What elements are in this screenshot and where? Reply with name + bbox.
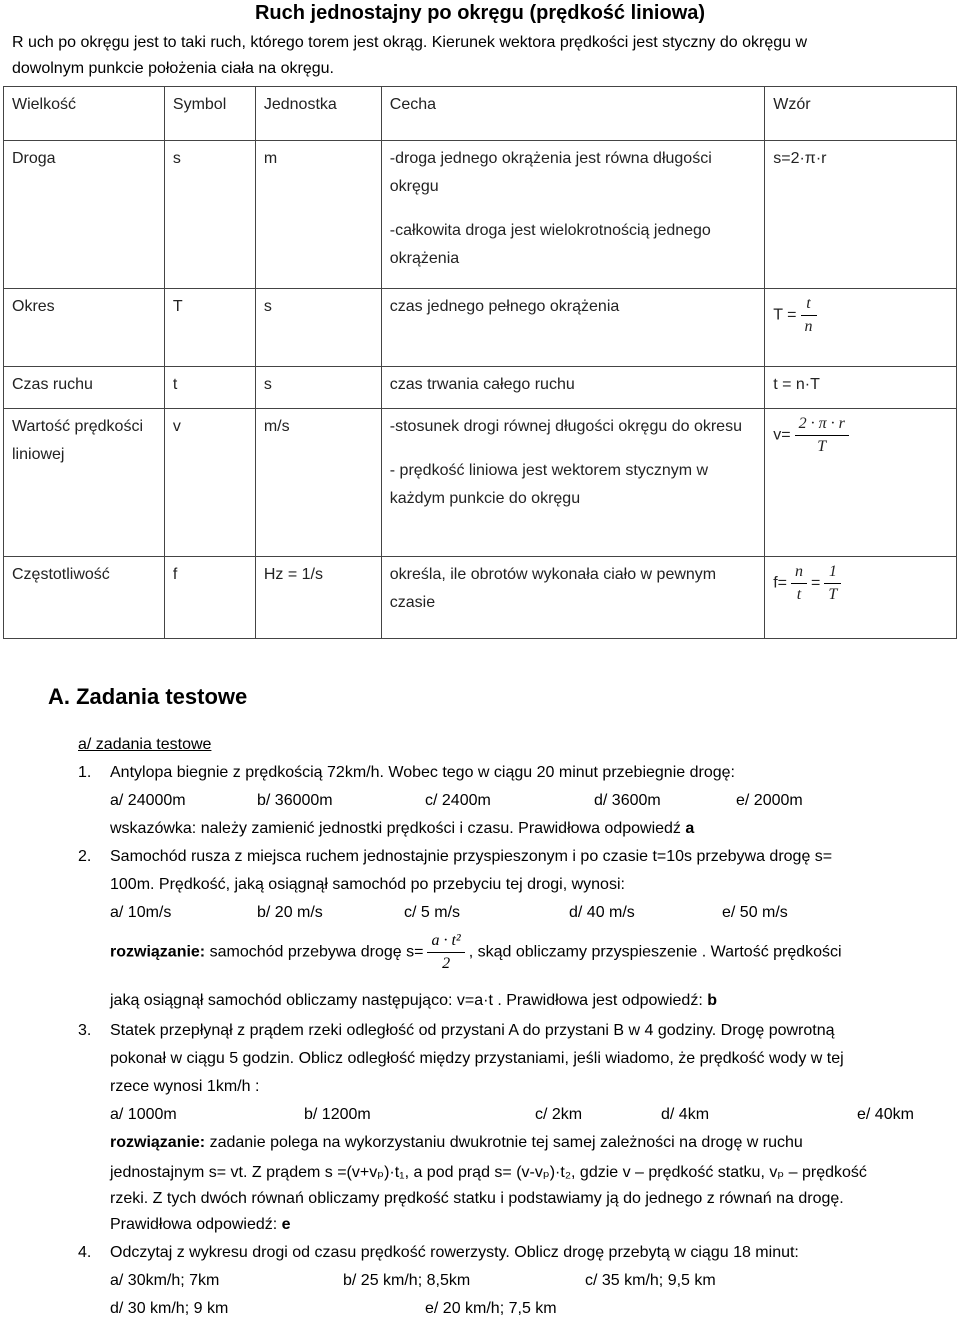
solution-line: rzeki. Z tych dwóch równań obliczamy prędkość statku i podstawiamy ją do jednego z równań na drogę. (110, 1190, 844, 1207)
header-cell: Cecha (381, 87, 764, 141)
solution-text: zadanie polega na wykorzystaniu dwukrotnie tej samej zależności na drogę w ruchu (205, 1134, 803, 1151)
quantity-symbol: v (164, 409, 255, 557)
question-text: Antylopa biegnie z prędkością 72km/h. Wobec tego w ciągu 20 minut przebiegnie drogę: (110, 764, 735, 781)
quantity-features: czas trwania całego ruchu (381, 367, 764, 409)
quantity-formula: s=2·π·r (765, 141, 957, 289)
quantity-features: czas jednego pełnego okrążenia (381, 289, 764, 367)
hint-text: wskazówka: należy zamienić jednostki prędkości i czasu. Prawidłowa odpowiedź (110, 820, 686, 837)
fraction-denominator: T (828, 586, 838, 603)
option: b/ 25 km/h; 8,5km (343, 1272, 471, 1289)
option: a/ 30km/h; 7km (110, 1272, 220, 1289)
quantity-features: określa, ile obrotów wykonała ciało w pewnym czasie (381, 557, 764, 639)
fraction-denominator: t (796, 586, 802, 603)
answer-letter: a (685, 820, 695, 837)
header-cell: Symbol (164, 87, 255, 141)
question-text: Odczytaj z wykresu drogi od czasu prędkość rowerzysty. Oblicz drogę przebytą w ciągu 18 minut: (110, 1244, 799, 1261)
fraction-denominator: n (804, 318, 813, 335)
option: c/ 2400m (425, 792, 491, 809)
fraction-numerator: n (791, 561, 807, 584)
solution-line (110, 930, 842, 975)
option: c/ 5 m/s (404, 904, 461, 921)
header-cell: Jednostka (255, 87, 381, 141)
question-text: pokonał w ciągu 5 godzin. Oblicz odległość między przystaniami, jeśli wiadomo, że prędkość wody w tej (110, 1050, 844, 1067)
option: d/ 40 m/s (569, 904, 635, 921)
formula-prefix: T = (773, 306, 797, 324)
option: d/ 3600m (594, 792, 661, 809)
quantity-features (381, 409, 764, 557)
quantity-formula: t = n·T (765, 367, 957, 409)
answer-letter: e (281, 1216, 291, 1233)
option: e/ 50 m/s (722, 904, 788, 921)
fraction-numerator: 1 (824, 561, 841, 584)
quantity-symbol: t (164, 367, 255, 409)
feature-text: -całkowita droga jest wielokrotnością jednego okrążenia (389, 222, 711, 267)
table-row (4, 141, 957, 289)
solution-line (110, 1134, 803, 1152)
fraction (824, 561, 841, 606)
question-text: rzece wynosi 1km/h : (110, 1078, 260, 1095)
fraction-denominator: T (817, 438, 827, 455)
quantity-formula (765, 409, 957, 557)
question-number: 4. (78, 1244, 92, 1261)
fraction (795, 413, 849, 458)
quantity-name: Częstotliwość (4, 557, 165, 639)
question-number: 3. (78, 1022, 92, 1039)
option: a/ 1000m (110, 1106, 177, 1123)
question-text: Statek przepłynął z prądem rzeki odległość od przystani A do przystani B w 4 godziny. Drogę powrotną (110, 1022, 835, 1039)
formula-equals: = (811, 574, 821, 592)
intro-line-1: R uch po okręgu jest to taki ruch, którego torem jest okrąg. Kierunek wektora prędkości jest styczny do okręgu w (12, 34, 808, 51)
quantity-name: Wartość prędkości liniowej (4, 409, 165, 557)
page-title: Ruch jednostajny po okręgu (prędkość liniowa) (254, 2, 706, 24)
fraction (791, 561, 807, 606)
quantity-name: Okres (4, 289, 165, 367)
option: d/ 4km (661, 1106, 710, 1123)
solution-label: rozwiązanie: (110, 943, 206, 961)
feature-text: -stosunek drogi równej długości okręgu do okresu (389, 418, 742, 435)
subsection-heading: a/ zadania testowe (78, 736, 212, 753)
feature-text: -droga jednego okrążenia jest równa długości okręgu (389, 150, 712, 195)
option: a/ 10m/s (110, 904, 172, 921)
question-number: 1. (78, 764, 92, 781)
quantities-table (3, 86, 957, 639)
option: e/ 20 km/h; 7,5 km (425, 1300, 557, 1317)
fraction-denominator: 2 (442, 955, 451, 972)
formula-prefix: f= (773, 574, 788, 592)
feature-text: - prędkość liniowa jest wektorem stycznym w każdym punkcie do okręgu (389, 462, 709, 507)
intro-line-2: dowolnym punkcie położenia ciała na okręgu. (12, 60, 334, 77)
fraction (801, 293, 817, 338)
quantity-symbol: s (164, 141, 255, 289)
header-cell: Wielkość (4, 87, 165, 141)
quantity-symbol: f (164, 557, 255, 639)
quantity-unit: s (255, 367, 381, 409)
solution-line: jednostajnym s= vt. Z prądem s =(v+vₚ)·t₁, a pod prąd s= (v-vₚ)·t₂, gdzie v – prędkość statku, vₚ – prędkość (110, 1164, 867, 1181)
solution-line (110, 1216, 291, 1234)
table-row (4, 367, 957, 409)
table-row (4, 409, 957, 557)
option: e/ 40km (857, 1106, 914, 1123)
quantity-features (381, 141, 764, 289)
option: c/ 2km (535, 1106, 583, 1123)
answer-letter: b (707, 992, 717, 1009)
solution-text: jaką osiągnął samochód obliczamy następująco: v=a·t . Prawidłowa jest odpowiedź: (110, 992, 708, 1009)
section-heading: A. Zadania testowe (48, 684, 248, 709)
option: b/ 36000m (257, 792, 333, 809)
fraction-numerator: t (801, 293, 817, 316)
fraction-numerator: 2 · π · r (795, 413, 849, 436)
solution-line (110, 992, 717, 1010)
quantity-formula (765, 557, 957, 639)
quantity-symbol: T (164, 289, 255, 367)
fraction-numerator: a · t² (427, 930, 464, 953)
solution-text: Prawidłowa odpowiedź: (110, 1216, 282, 1233)
option: c/ 35 km/h; 9,5 km (585, 1272, 716, 1289)
table-row (4, 557, 957, 639)
question-text: Samochód rusza z miejsca ruchem jednostajnie przyspieszonym i po czasie t=10s przebywa drogę s= (110, 848, 833, 865)
quantity-name: Droga (4, 141, 165, 289)
quantity-formula (765, 289, 957, 367)
option: a/ 24000m (110, 792, 186, 809)
table-row (4, 289, 957, 367)
fraction (427, 930, 464, 975)
hint-line (110, 820, 694, 838)
option: d/ 30 km/h; 9 km (110, 1300, 229, 1317)
quantity-name: Czas ruchu (4, 367, 165, 409)
quantity-unit: m/s (255, 409, 381, 557)
header-cell: Wzór (765, 87, 957, 141)
formula-prefix: v= (773, 426, 791, 444)
question-number: 2. (78, 848, 92, 865)
question-text: 100m. Prędkość, jaką osiągnął samochód po przebyciu tej drogi, wynosi: (110, 876, 625, 893)
quantity-unit: Hz = 1/s (255, 557, 381, 639)
solution-text: samochód przebywa drogę s= (205, 943, 424, 961)
solution-label: rozwiązanie: (110, 1134, 206, 1151)
quantity-unit: s (255, 289, 381, 367)
quantity-unit: m (255, 141, 381, 289)
option: b/ 20 m/s (257, 904, 323, 921)
solution-text: , skąd obliczamy przyspieszenie . Wartość prędkości (468, 943, 842, 961)
table-header-row (4, 87, 957, 141)
option: e/ 2000m (736, 792, 803, 809)
option: b/ 1200m (304, 1106, 371, 1123)
